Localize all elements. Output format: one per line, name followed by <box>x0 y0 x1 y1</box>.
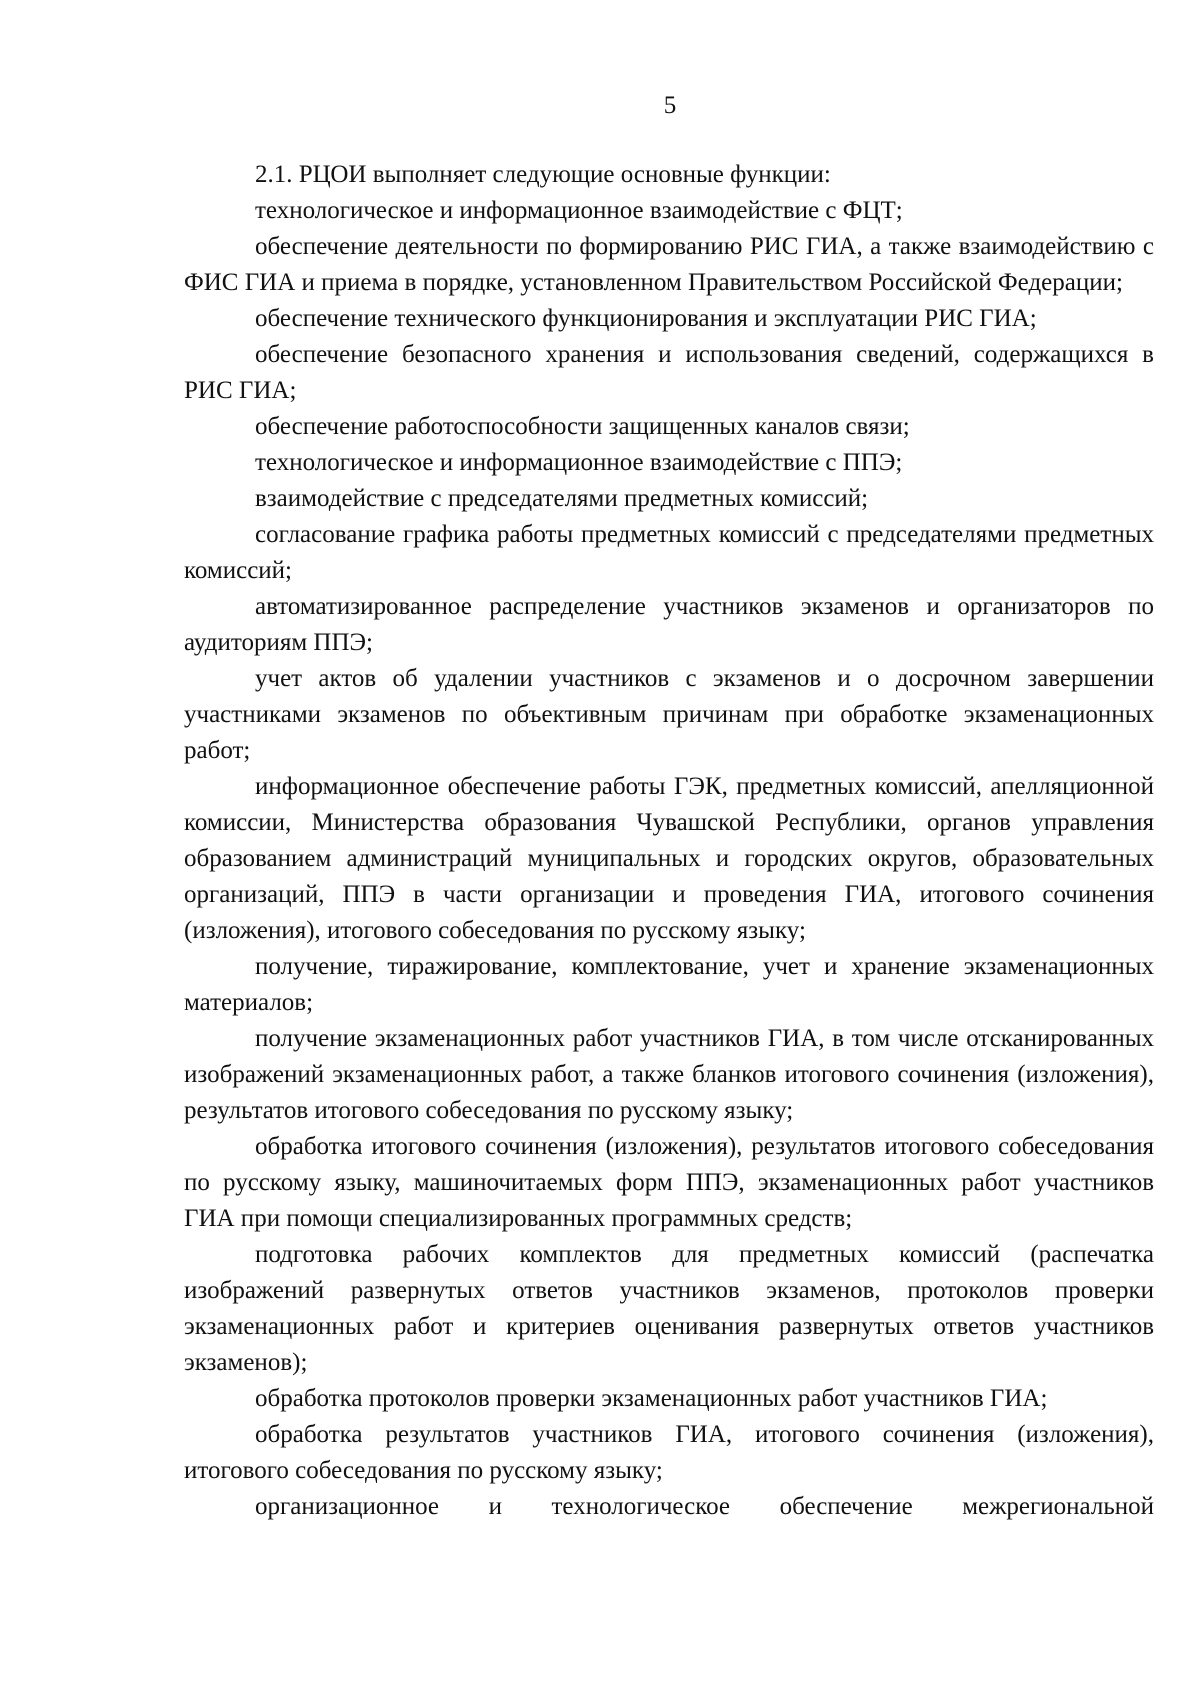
paragraph-fct-interaction: технологическое и информационное взаимодействие с ФЦТ; <box>255 197 903 224</box>
paragraph-materials-handling: получение, тиражирование, комплектование, учет и хранение экзаменационных материалов; <box>184 953 1154 1016</box>
paragraph-ris-gia-formation: обеспечение деятельности по формированию РИС ГИА, а также взаимодействию с ФИС ГИА и приема в порядке, установленном Правительством Российской Федерации; <box>184 233 1154 296</box>
paragraph-working-sets: подготовка рабочих комплектов для предметных комиссий (распечатка изображений развернутых ответов участников экзаменов, протоколов проверки экзаменационных работ и критериев оценивания развернутых ответов участников экзаменов); <box>184 1241 1154 1376</box>
paragraph-schedule-agreement: согласование графика работы предметных комиссий с председателями предметных комиссий; <box>184 521 1154 584</box>
paragraph-interregional-support: организационное и технологическое обеспечение межрегиональной <box>255 1493 1154 1520</box>
paragraph-commission-chairs: взаимодействие с председателями предметных комиссий; <box>255 485 869 512</box>
paragraph-protocols-processing: обработка протоколов проверки экзаменационных работ участников ГИА; <box>255 1385 1048 1412</box>
page-number: 5 <box>663 92 677 119</box>
paragraph-removal-acts: учет актов об удалении участников с экзаменов и о досрочном завершении участниками экзаменов по объективным причинам при обработке экзаменационных работ; <box>184 665 1154 764</box>
paragraph-secure-channels: обеспечение работоспособности защищенных каналов связи; <box>255 413 910 440</box>
paragraph-results-processing: обработка результатов участников ГИА, итогового сочинения (изложения), итогового собеседования по русскому языку; <box>184 1421 1154 1484</box>
paragraph-ris-gia-storage: обеспечение безопасного хранения и использования сведений, содержащихся в РИС ГИА; <box>184 341 1154 404</box>
paragraph-receiving-works: получение экзаменационных работ участников ГИА, в том числе отсканированных изображений экзаменационных работ, а также бланков итогового сочинения (изложения), результатов итогового собеседования по русскому языку; <box>184 1025 1154 1124</box>
paragraph-ppe-interaction: технологическое и информационное взаимодействие с ППЭ; <box>255 449 903 476</box>
paragraph-auto-distribution: автоматизированное распределение участников экзаменов и организаторов по аудиториям ППЭ; <box>184 593 1154 656</box>
paragraph-ris-gia-operation: обеспечение технического функционирования и эксплуатации РИС ГИА; <box>255 305 1037 332</box>
paragraph-information-support: информационное обеспечение работы ГЭК, предметных комиссий, апелляционной комиссии, Министерства образования Чувашской Республики, органов управления образованием администраций муниципальных и городских округов, образовательных организаций, ППЭ в части организации и проведения ГИА, итогового сочинения (изложения), итогового собеседования по русскому языку; <box>184 773 1154 944</box>
paragraph-functions-intro: 2.1. РЦОИ выполняет следующие основные функции: <box>255 161 831 188</box>
document-body <box>184 157 1154 1525</box>
paragraph-processing-essays: обработка итогового сочинения (изложения), результатов итогового собеседования по русскому языку, машиночитаемых форм ППЭ, экзаменационных работ участников ГИА при помощи специализированных программных средств; <box>184 1133 1154 1232</box>
